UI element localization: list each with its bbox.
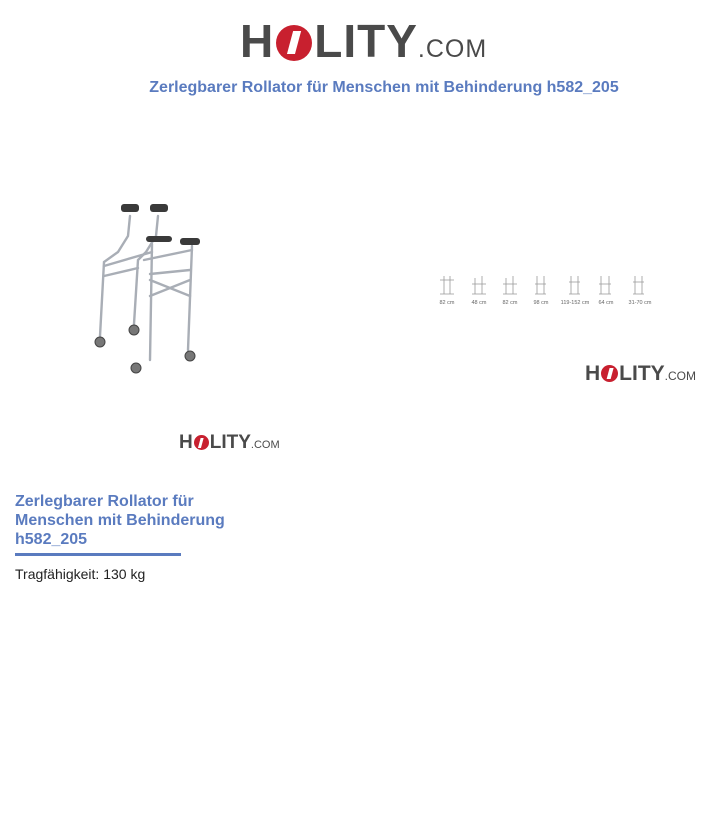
page-title: Zerlegbarer Rollator für Menschen mit Behinderung h582_205 xyxy=(149,79,619,96)
title-underline xyxy=(15,553,181,556)
logo-letter-h: H xyxy=(179,432,193,453)
dimensions-diagram xyxy=(432,270,662,312)
holity-logo[interactable] xyxy=(240,14,487,68)
logo-o-icon xyxy=(194,435,209,450)
logo-o-icon xyxy=(601,365,618,382)
product-spec: Tragfähigkeit: 130 kg xyxy=(15,566,146,582)
product-name: Zerlegbarer Rollator für Menschen mit Behinderung h582_205 xyxy=(15,493,225,548)
logo-letters-lity: LITY xyxy=(209,432,251,453)
dimension-label: 64 cm xyxy=(598,300,614,306)
holity-logo xyxy=(179,432,280,454)
dimension-label: 31-70 cm xyxy=(628,300,652,306)
logo-domain: .COM xyxy=(250,439,280,451)
rollator-product-image xyxy=(88,196,210,382)
logo-domain: .COM xyxy=(664,369,697,383)
dimension-label: 98 cm xyxy=(533,300,549,306)
dimension-label: 82 cm xyxy=(502,300,518,306)
logo-letters-lity: LITY xyxy=(619,362,665,385)
logo-letter-h: H xyxy=(240,15,275,67)
logo-o-icon xyxy=(276,25,312,61)
dimension-label: 119-152 cm xyxy=(560,300,590,306)
dimension-label: 48 cm xyxy=(471,300,487,306)
logo-letters-lity: LITY xyxy=(314,15,418,67)
logo-letter-h: H xyxy=(585,362,601,385)
dimension-label: 82 cm xyxy=(439,300,455,306)
holity-logo xyxy=(585,362,696,386)
logo-domain: .COM xyxy=(417,35,488,63)
